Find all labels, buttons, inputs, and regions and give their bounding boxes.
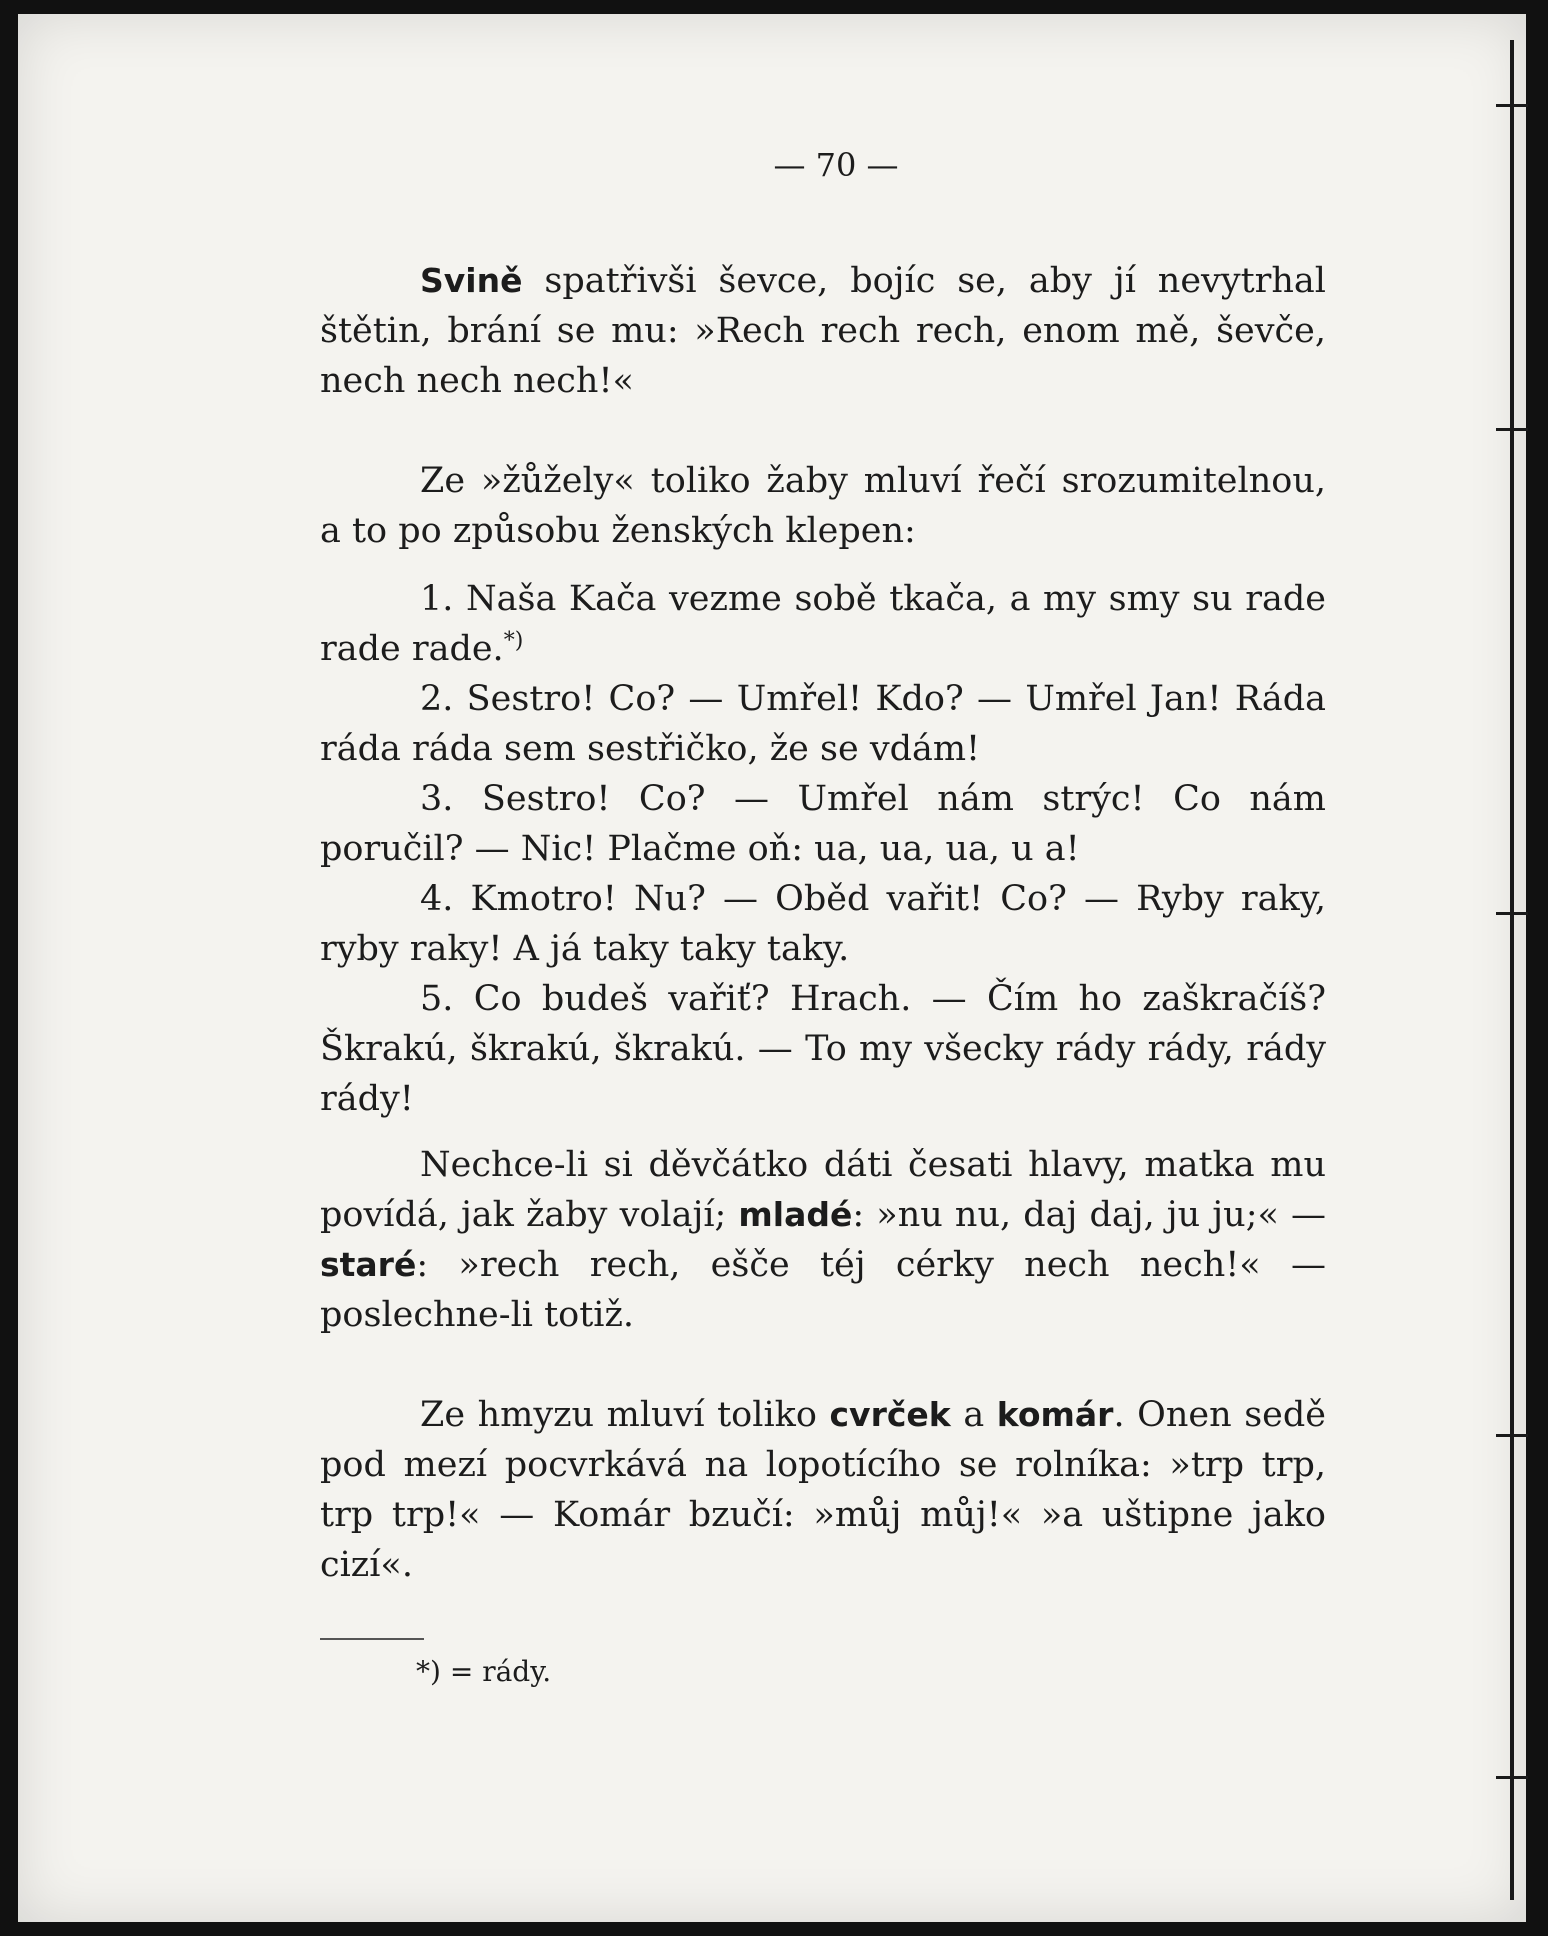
list-item-text: 1. Naša Kača vezme sobě tkača, a my smy su rade rade rade. [320,579,1326,669]
paragraph-nechce [320,1140,1326,1340]
bold-term: cvrček [829,1395,951,1434]
paragraph-text: : »nu nu, daj daj, ju ju;« — [852,1195,1326,1235]
bold-term: mladé [738,1195,853,1234]
footnote-divider [320,1638,424,1640]
binding-edge-tick [1496,1434,1528,1437]
paragraph-text: spatřivši ševce, bojíc se, aby jí nevytrhal štětin, brání se mu: »Rech rech rech, enom mě, ševče, nech nech nech!« [320,261,1326,401]
paragraph-text: . Onen sedě pod mezí pocvrkává na lopotícího se rolníka: »trp trp, trp trp!« — Komár bzučí: »můj můj!« »a uštipne jako cizí«. [320,1395,1326,1585]
paragraph-text: : »rech rech, ešče téj cérky nech nech!« — poslechne-li totiž. [320,1245,1326,1335]
paragraph-svine [320,256,1326,406]
binding-edge-tick [1496,104,1528,107]
binding-edge-tick [1496,912,1528,915]
list-item: 2. Sestro! Co? — Umřel! Kdo? — Umřel Jan! Ráda ráda ráda sem sestřičko, že se vdám! [320,679,1326,769]
paragraph-text: Ze hmyzu mluví toliko [420,1395,830,1435]
page-content [320,140,1326,1692]
list-item: 3. Sestro! Co? — Umřel nám strýc! Co nám poručil? — Nic! Plačme oň: ua, ua, ua, u a! [320,779,1326,869]
numbered-list [320,574,1326,1124]
footnote-reference: *) [503,628,524,654]
page-number: — 70 — [773,146,899,184]
paragraph-zuzely: Ze »žůžely« toliko žaby mluví řečí srozumitelnou, a to po způsobu ženských klepen: [320,461,1326,551]
footnote-text: = rády. [440,1655,552,1688]
paragraph-text: Nechce-li si děvčátko dáti česati hlavy, matka mu povídá, jak žaby volají; [320,1145,1326,1235]
binding-edge-tick [1496,1776,1528,1779]
paragraph-hmyz [320,1390,1326,1590]
list-item: 5. Co budeš vařiť? Hrach. — Čím ho zaškračíš? Škrakú, škrakú, škrakú. — To my všecky rády rády, rády rády! [320,979,1326,1119]
bold-term: staré [320,1245,417,1284]
list-item: 4. Kmotro! Nu? — Oběd vařit! Co? — Ryby raky, ryby raky! A já taky taky taky. [320,879,1326,969]
list-item [320,574,1326,674]
binding-edge-tick [1496,428,1528,431]
bold-term: komár [996,1395,1114,1434]
binding-edge-line [1510,40,1514,1900]
bold-term: Svině [420,261,523,300]
paragraph-text: a [950,1395,997,1435]
footnote-mark: *) [416,1655,441,1688]
footnote [320,1652,1326,1692]
